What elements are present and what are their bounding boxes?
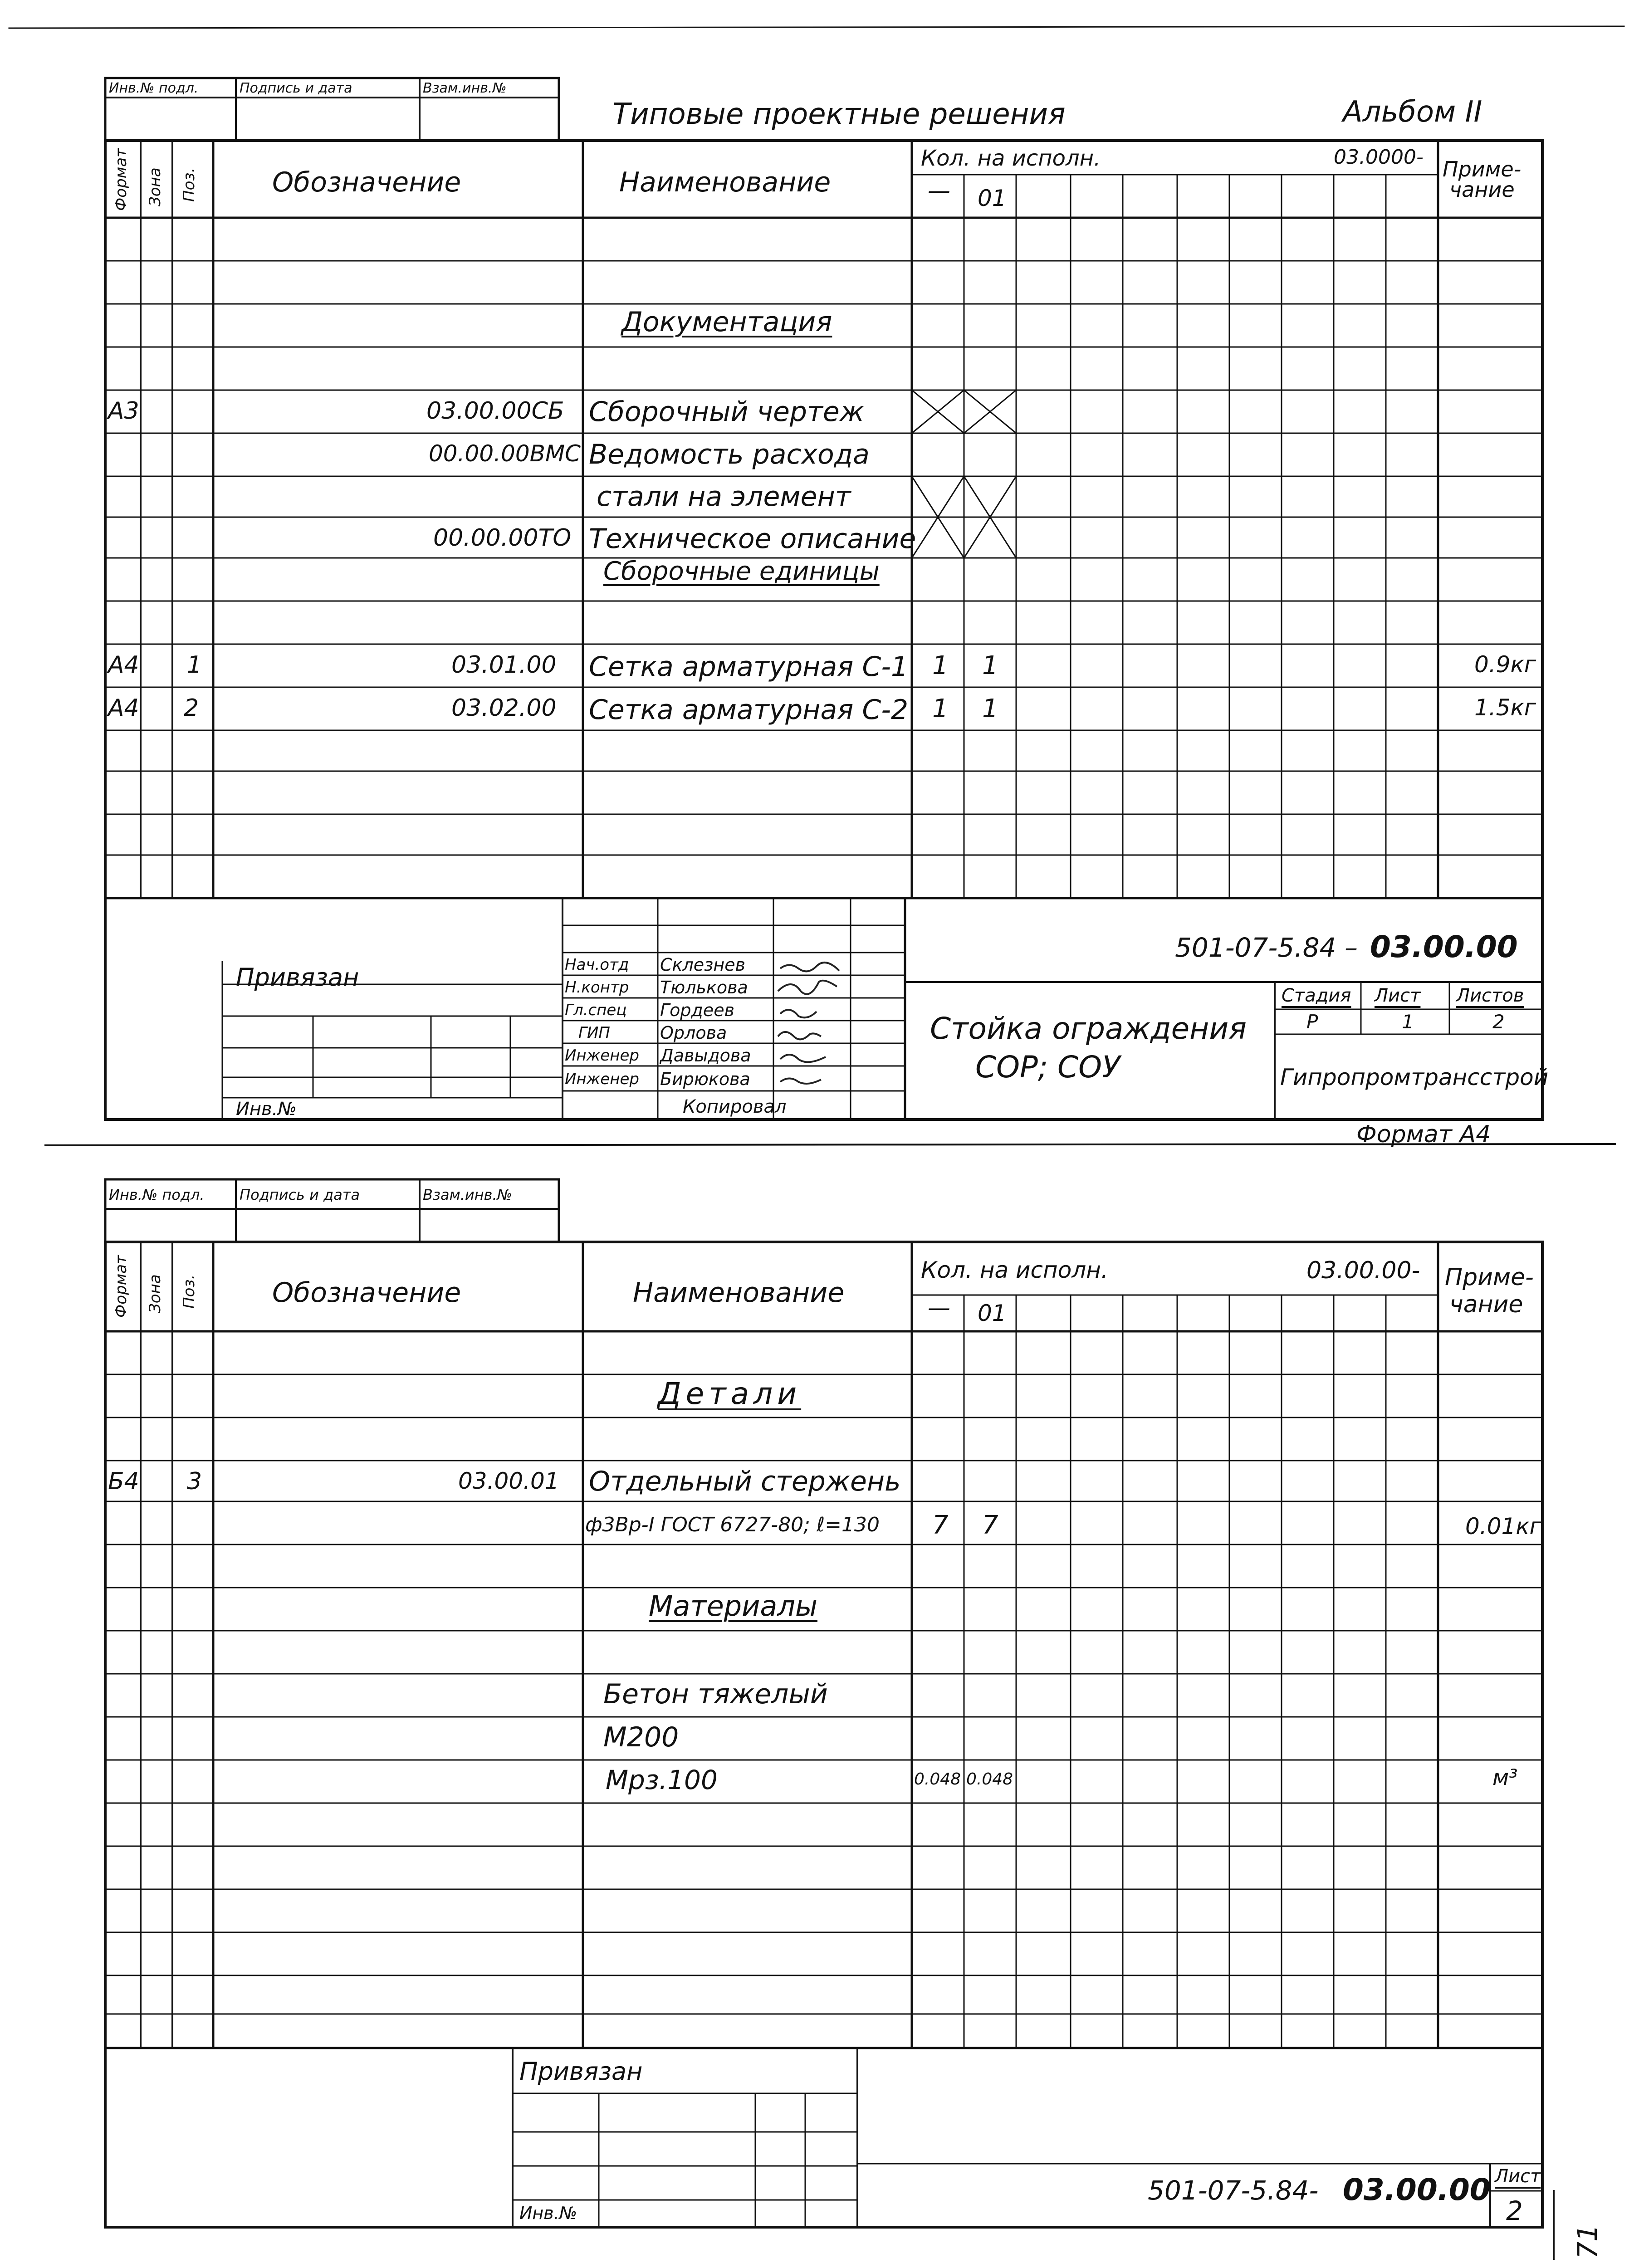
col-pos: Поз. <box>180 167 198 202</box>
col-qty-sub2: 01 <box>978 1300 1007 1326</box>
privyazan-label: Привязан <box>236 963 359 992</box>
row-note: 0.9кг <box>1474 651 1536 678</box>
row-format: А4 <box>108 651 139 679</box>
material-qty-2: 0.048 <box>966 1770 1013 1789</box>
row-pos: 2 <box>184 694 199 722</box>
title-line-1: Стойка ограждения <box>930 1011 1247 1046</box>
row-qty-1: 1 <box>932 694 949 723</box>
stamp-inv-label: Инв.№ подл. <box>109 1186 205 1203</box>
row-designation: 03.00.00СБ <box>426 397 564 425</box>
sheets-value: 2 <box>1492 1011 1505 1033</box>
stamp-inv-label: Инв.№ подл. <box>109 80 199 96</box>
row-qty-2: 1 <box>982 651 998 680</box>
sheet-value: 2 <box>1506 2195 1523 2226</box>
sheet-label: Лист <box>1495 2166 1541 2187</box>
col-zone: Зона <box>146 167 164 206</box>
stage-value: Р <box>1306 1011 1318 1033</box>
section-assembly-units: Сборочные единицы <box>603 557 880 586</box>
stamp-sign-label: Подпись и дата <box>240 80 352 96</box>
col-qty-sub2: 01 <box>978 185 1007 211</box>
stage-label: Стадия <box>1282 985 1351 1006</box>
inv-label: Инв.№ <box>236 1099 297 1119</box>
role-label: Гл.спец <box>565 1001 627 1019</box>
role-name: Орлова <box>660 1023 727 1043</box>
col-name: Наименование <box>619 166 831 198</box>
part-note: 0.01кг <box>1465 1513 1541 1540</box>
privyazan-label: Привязан <box>519 2057 643 2086</box>
role-name: Тюлькова <box>660 978 748 997</box>
role-label: Н.контр <box>565 978 629 997</box>
row-name: Сборочный чертеж <box>589 396 864 428</box>
row-format: А3 <box>108 397 139 425</box>
sheet-label: Лист <box>1375 985 1421 1006</box>
col-qty-sub1: — <box>928 177 950 204</box>
col-format: Формат <box>112 148 130 211</box>
section-parts: Детали <box>658 1376 802 1411</box>
col-qty: Кол. на исполн. <box>921 1257 1108 1283</box>
role-label: Инженер <box>565 1070 639 1088</box>
doc-code-prefix: 501-07-5.84 – <box>1175 932 1358 963</box>
copied-label: Копировал <box>683 1096 787 1117</box>
part-format: Б4 <box>108 1468 139 1495</box>
row-name: Техническое описание <box>589 523 916 555</box>
row-format: А4 <box>108 694 139 722</box>
album-label: Альбом II <box>1343 95 1482 129</box>
material-line-2: М200 <box>603 1721 679 1753</box>
signature-marks <box>776 955 857 1091</box>
col-note-2: чание <box>1449 1291 1523 1318</box>
row-designation: 00.00.00ВМС <box>429 440 581 467</box>
doc-code-prefix: 501-07-5.84- <box>1148 2175 1319 2206</box>
row-designation: 03.01.00 <box>451 651 557 679</box>
col-designation: Обозначение <box>272 166 461 198</box>
doc-code-main: 03.00.00 <box>1343 2172 1491 2207</box>
part-pos: 3 <box>187 1468 202 1495</box>
role-label: ГИП <box>578 1024 610 1042</box>
col-name: Наименование <box>633 1277 845 1309</box>
row-name: Сетка арматурная С-2 <box>589 694 909 726</box>
format-label: Формат А4 <box>1356 1121 1491 1148</box>
row-designation: 00.00.00ТО <box>433 524 572 552</box>
role-label: Нач.отд <box>565 956 629 974</box>
col-qty: Кол. на исполн. <box>921 146 1101 171</box>
part-name-2: ф3Вр-I ГОСТ 6727-80; ℓ=130 <box>585 1513 880 1536</box>
part-name-1: Отдельный стержень <box>589 1466 901 1497</box>
col-format: Формат <box>112 1255 130 1318</box>
stamp-vz-label: Взам.инв.№ <box>423 80 507 96</box>
part-qty-2: 7 <box>982 1510 998 1540</box>
series-title: Типовые проектные решения <box>612 98 1066 131</box>
row-name: Сетка арматурная С-1 <box>589 651 909 683</box>
row-qty-1: 1 <box>932 651 949 680</box>
part-designation: 03.00.01 <box>458 1468 559 1494</box>
col-note-2: чание <box>1449 177 1515 202</box>
col-zone: Зона <box>146 1274 164 1313</box>
col-qty-sub1: — <box>928 1295 950 1321</box>
role-name: Бирюкова <box>660 1069 750 1089</box>
role-name: Давыдова <box>660 1046 751 1066</box>
section-materials: Материалы <box>649 1589 817 1623</box>
role-name: Склезнев <box>660 955 745 975</box>
row-name: Ведомость расхода <box>589 439 870 470</box>
material-line-1: Бетон тяжелый <box>603 1678 828 1710</box>
col-pos: Поз. <box>180 1274 198 1309</box>
row-pos: 1 <box>187 651 202 679</box>
inv-label: Инв.№ <box>519 2203 577 2223</box>
row-note: 1.5кг <box>1474 694 1536 721</box>
doc-code-main: 03.00.00 <box>1370 929 1518 964</box>
sheets-label: Листов <box>1456 985 1524 1006</box>
row-qty-2: 1 <box>982 694 998 723</box>
role-label: Инженер <box>565 1046 639 1065</box>
material-note: м³ <box>1492 1765 1518 1790</box>
col-designation: Обозначение <box>272 1277 461 1309</box>
col-note-1: Приме- <box>1443 157 1521 181</box>
stamp-sign-label: Подпись и дата <box>240 1186 360 1203</box>
col-qty-code: 03.00.00- <box>1306 1257 1420 1284</box>
margin-number: 71 <box>1572 2224 1604 2259</box>
role-name: Гордеев <box>660 1000 734 1020</box>
material-line-3: Мрз.100 <box>606 1765 718 1795</box>
material-qty-1: 0.048 <box>914 1770 961 1789</box>
part-qty-1: 7 <box>932 1510 949 1540</box>
sheet-value: 1 <box>1402 1011 1414 1033</box>
row-name: стали на элемент <box>597 481 851 513</box>
stamp-vz-label: Взам.инв.№ <box>423 1186 512 1203</box>
col-note-1: Приме- <box>1445 1264 1534 1291</box>
col-qty-code: 03.0000- <box>1334 146 1424 169</box>
organization: Гипропромтрансстрой <box>1280 1064 1549 1090</box>
section-documentation: Документация <box>621 306 832 338</box>
row-designation: 03.02.00 <box>451 694 557 722</box>
title-line-2: СОР; СОУ <box>975 1050 1120 1085</box>
